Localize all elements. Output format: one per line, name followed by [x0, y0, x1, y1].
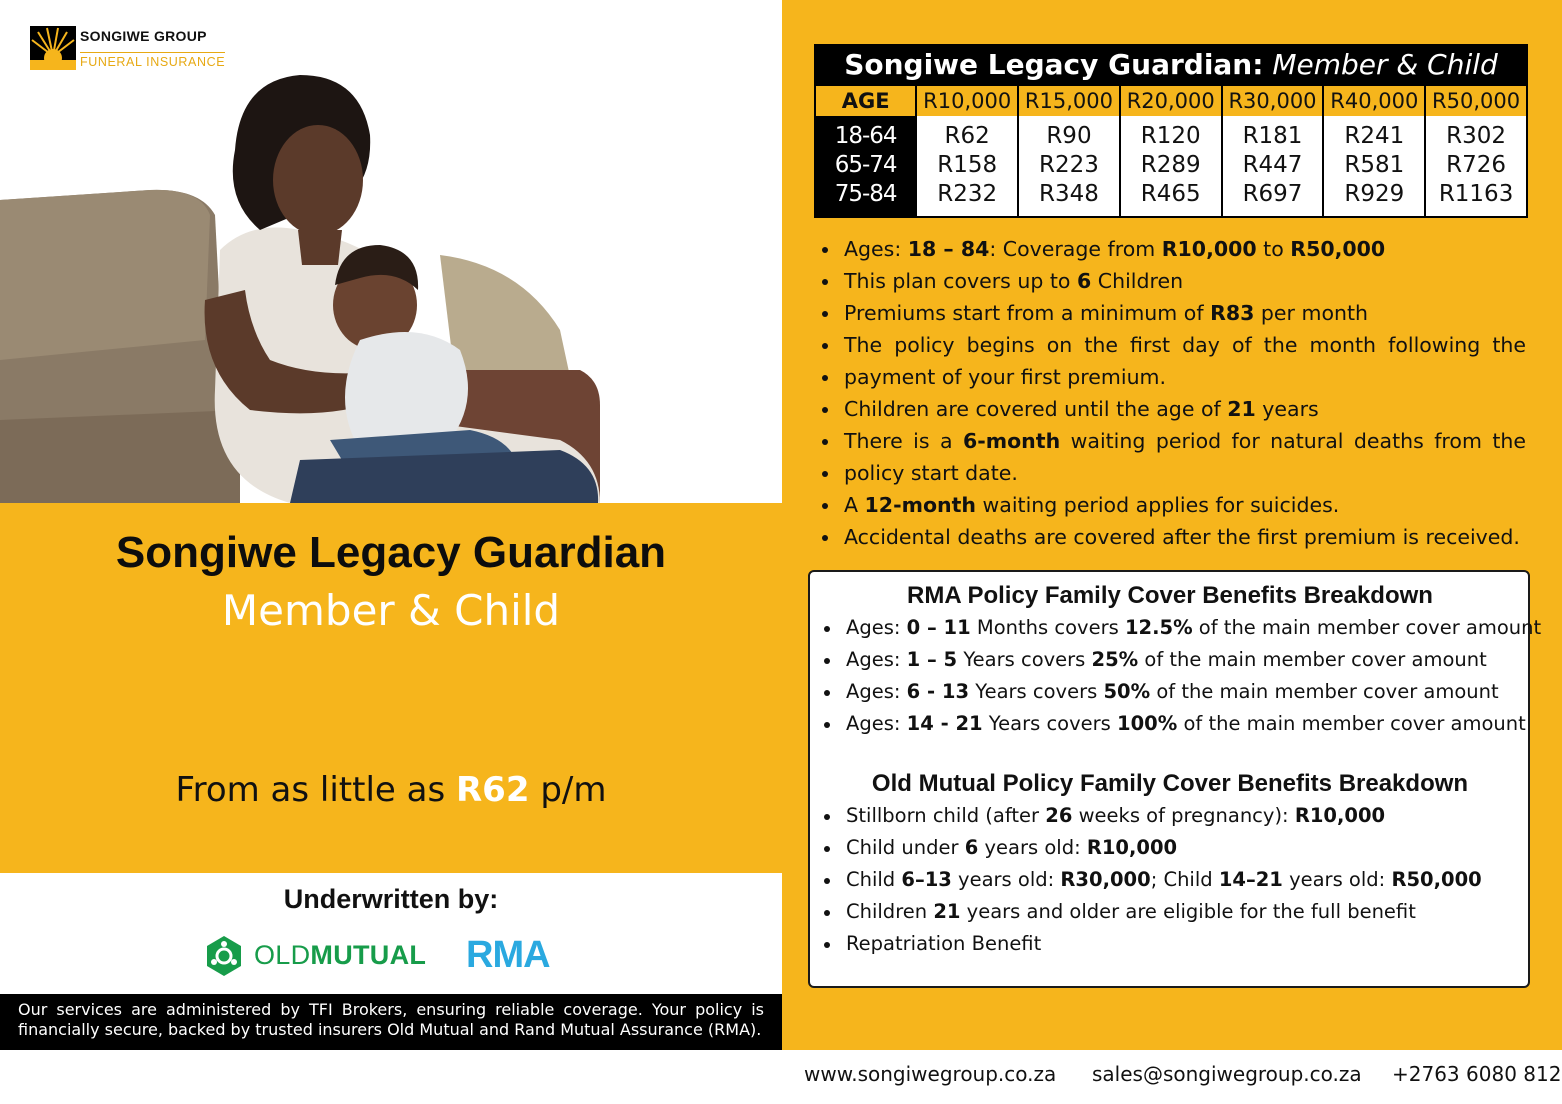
premium-column [1322, 116, 1424, 216]
premium-rate-table [814, 44, 1528, 218]
list-item-continuation: policy start date. [814, 457, 1526, 489]
premium-cell: R181 [1242, 123, 1303, 149]
list-item: Child under 6 years old: R10,000 [816, 832, 1524, 864]
family-benefits-box [808, 570, 1542, 988]
premium-column [1424, 116, 1526, 216]
price-suffix: p/m [540, 770, 607, 810]
premium-cell: R726 [1446, 152, 1507, 178]
age-band: 75-84 [834, 181, 897, 207]
premium-cell: R241 [1344, 123, 1405, 149]
premium-cell: R447 [1242, 152, 1303, 178]
list-item: Children are covered until the age of 21 years [814, 393, 1526, 425]
old-mutual-name-b: MUTUAL [310, 940, 427, 970]
rma-benefits-list [816, 612, 1542, 740]
old-mutual-benefits-heading: Old Mutual Policy Family Cover Benefits Breakdown [871, 770, 1469, 797]
age-bands-column [816, 116, 915, 216]
email-link[interactable]: sales@songiwegroup.co.za [1092, 1062, 1362, 1086]
cover-column-header: R15,000 [1017, 86, 1119, 116]
old-mutual-benefits-list [816, 800, 1524, 960]
price-value: R62 [456, 770, 530, 810]
old-mutual-logo [202, 932, 427, 980]
premium-cell: R1163 [1438, 181, 1514, 207]
list-item: A 12-month waiting period applies for suicides. [814, 489, 1526, 521]
mother-and-child-photo [0, 40, 630, 503]
premium-cell: R465 [1140, 181, 1201, 207]
list-item: This plan covers up to 6 Children [814, 265, 1526, 297]
premium-column [1017, 116, 1119, 216]
cover-column-header: R50,000 [1424, 86, 1526, 116]
rate-table-header-row [816, 86, 1526, 116]
list-item: Repatriation Benefit [816, 928, 1524, 960]
age-column-header: AGE [816, 86, 915, 116]
premium-column [1119, 116, 1221, 216]
premium-cell: R348 [1039, 181, 1099, 207]
premium-cell: R62 [944, 123, 990, 149]
administration-disclaimer [0, 994, 782, 1050]
rate-table-title [816, 46, 1526, 86]
premium-cell: R120 [1140, 123, 1201, 149]
premium-cell: R223 [1039, 152, 1099, 178]
premium-cell: R929 [1344, 181, 1405, 207]
premium-cell: R289 [1140, 152, 1201, 178]
logo-name: SONGIWE GROUP [80, 28, 207, 44]
rate-table-title-bold: Songiwe Legacy Guardian: [844, 48, 1264, 81]
list-item: Child 6–13 years old: R30,000; Child 14–21 years old: R50,000 [816, 864, 1524, 896]
premium-cell: R158 [937, 152, 998, 178]
list-item: Ages: 18 – 84: Coverage from R10,000 to R50,000 [814, 233, 1526, 265]
cover-column-header: R30,000 [1221, 86, 1323, 116]
list-item: Ages: 1 – 5 Years covers 25% of the main member cover amount [816, 644, 1524, 676]
old-mutual-emblem-icon [202, 934, 246, 978]
cover-column-header: R10,000 [915, 86, 1017, 116]
disclaimer-line-1: Our services are administered by TFI Brokers, ensuring reliable coverage. Your policy is [18, 1000, 764, 1019]
contact-bar [782, 1058, 1562, 1094]
plan-features-list [814, 233, 1526, 553]
list-item: There is a 6-month waiting period for natural deaths from the [814, 425, 1526, 457]
list-item: The policy begins on the first day of the month following the [814, 329, 1526, 361]
premium-column [915, 116, 1017, 216]
list-item: Premiums start from a minimum of R83 per month [814, 297, 1526, 329]
list-item: Ages: 0 – 11 Months covers 12.5% of the main member cover amount [816, 612, 1524, 644]
phone-number[interactable]: +2763 6080 812 [1392, 1062, 1562, 1086]
premium-cell: R697 [1242, 181, 1303, 207]
age-band: 18-64 [834, 123, 897, 149]
starting-price [0, 770, 782, 810]
old-mutual-name-a: OLD [254, 940, 311, 970]
premium-cell: R581 [1344, 152, 1405, 178]
list-item: Ages: 14 - 21 Years covers 100% of the main member cover amount [816, 708, 1524, 740]
premium-cell: R90 [1046, 123, 1092, 149]
list-item-continuation: payment of your first premium. [814, 361, 1526, 393]
product-subtitle: Member & Child [221, 586, 561, 635]
rate-table-body [816, 116, 1526, 216]
list-item: Stillborn child (after 26 weeks of pregnancy): R10,000 [816, 800, 1524, 832]
age-band: 65-74 [834, 152, 897, 178]
premium-column [1221, 116, 1323, 216]
price-prefix: From as little as [175, 770, 446, 810]
list-item: Accidental deaths are covered after the first premium is received. [814, 521, 1526, 553]
disclaimer-line-2: financially secure, backed by trusted insurers Old Mutual and Rand Mutual Assurance (RMA). [18, 1020, 762, 1039]
premium-cell: R302 [1446, 123, 1507, 149]
cover-column-header: R40,000 [1322, 86, 1424, 116]
premium-cell: R232 [937, 181, 998, 207]
cover-column-header: R20,000 [1119, 86, 1221, 116]
website-link[interactable]: www.songiwegroup.co.za [804, 1062, 1057, 1086]
logo-tagline: FUNERAL INSURANCE [80, 52, 225, 69]
section-spacer [816, 740, 1524, 768]
rma-benefits-heading: RMA Policy Family Cover Benefits Breakdown [907, 582, 1433, 609]
rma-logo: RMA [466, 934, 550, 976]
product-title: Songiwe Legacy Guardian [115, 528, 667, 577]
list-item: Ages: 6 - 13 Years covers 50% of the main member cover amount [816, 676, 1524, 708]
rate-table-title-italic: Member & Child [1272, 48, 1498, 81]
list-item: Children 21 years and older are eligible for the full benefit [816, 896, 1524, 928]
underwritten-heading: Underwritten by: [283, 884, 499, 914]
